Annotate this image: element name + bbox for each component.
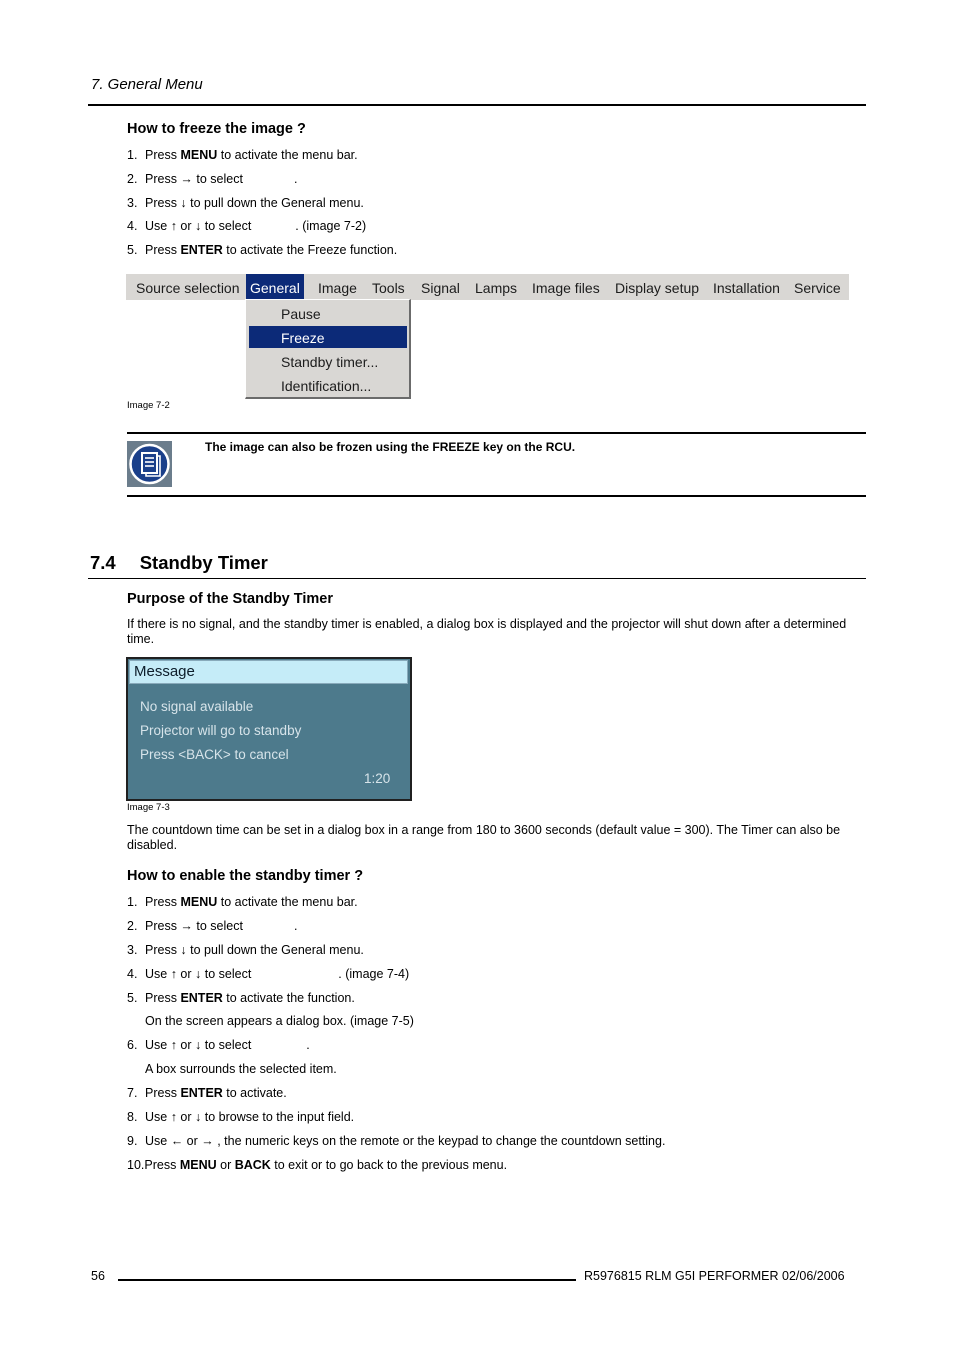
menu-item-signal: Signal: [421, 280, 460, 296]
enable-step-7: 7. Press ENTER to activate.: [127, 1086, 287, 1100]
note-top-rule: [127, 432, 866, 434]
enable-step-1: 1. Press MENU to activate the menu bar.: [127, 895, 358, 909]
document-note-icon: [127, 441, 172, 487]
message-countdown: 1:20: [364, 771, 391, 786]
freeze-step-4: 4. Use ↑ or ↓ to select . (image 7-2): [127, 219, 367, 233]
menu-item-installation: Installation: [713, 280, 780, 296]
enable-step-8: 8. Use ↑ or ↓ to browse to the input field.: [127, 1110, 355, 1124]
section-title: 7.4 Standby Timer: [90, 552, 268, 573]
general-dropdown: [245, 299, 411, 399]
purpose-paragraph: If there is no signal, and the standby timer is enabled, a dialog box is displayed and the projector will shut down after a determined time.: [127, 617, 847, 646]
enable-step-4: 4. Use ↑ or ↓ to select . (image 7-4): [127, 967, 410, 981]
message-line-2: Projector will go to standby: [140, 723, 302, 738]
dropdown-item-standby-timer: Standby timer...: [281, 354, 379, 370]
note-bottom-rule: [127, 495, 866, 497]
menu-item-source-selection: Source selection: [136, 280, 240, 296]
enable-step-5: 5. Press ENTER to activate the function.: [127, 991, 355, 1005]
menu-item-tools: Tools: [372, 280, 405, 296]
freeze-step-5: 5. Press ENTER to activate the Freeze function.: [127, 243, 398, 257]
freeze-heading: How to freeze the image ?: [127, 121, 306, 137]
dropdown-item-identification: Identification...: [281, 378, 372, 394]
dropdown-item-pause: Pause: [281, 306, 321, 322]
menu-item-display-setup: Display setup: [615, 280, 700, 296]
menu-bar-screenshot: [126, 274, 849, 300]
freeze-step-2: 2. Press → to select .: [127, 172, 298, 186]
enable-step-3: 3. Press ↓ to pull down the General menu.: [127, 943, 364, 957]
section-rule: [88, 578, 866, 579]
dropdown-item-freeze: Freeze: [249, 326, 407, 348]
page-number: 56: [91, 1269, 105, 1283]
message-line-1: No signal available: [140, 699, 254, 714]
message-line-3: Press <BACK> to cancel: [140, 747, 289, 762]
image-caption-7-3: Image 7-3: [127, 802, 170, 813]
freeze-step-1: 1. Press MENU to activate the menu bar.: [127, 148, 358, 162]
enable-step-6-note: A box surrounds the selected item.: [145, 1062, 337, 1076]
menu-item-image: Image: [318, 280, 357, 296]
running-header: 7. General Menu: [91, 76, 203, 93]
footer-rule: [118, 1279, 576, 1281]
freeze-step-3: 3. Press ↓ to pull down the General menu.: [127, 196, 364, 210]
enable-step-10: 10.Press MENU or BACK to exit or to go back to the previous menu.: [127, 1158, 508, 1172]
menu-item-lamps: Lamps: [475, 280, 518, 296]
enable-step-2: 2. Press → to select .: [127, 919, 298, 933]
countdown-paragraph: The countdown time can be set in a dialog box in a range from 180 to 3600 seconds (default value = 300). The Timer can also be disabled.: [127, 823, 841, 852]
menu-item-image-files: Image files: [532, 280, 600, 296]
note-text: The image can also be frozen using the FREEZE key on the RCU.: [205, 440, 576, 454]
image-caption-7-2: Image 7-2: [127, 400, 170, 411]
enable-step-9: 9. Use ← or → , the numeric keys on the remote or the keypad to change the countdown setting.: [127, 1134, 666, 1148]
document-info: R5976815 RLM G5I PERFORMER 02/06/2006: [584, 1269, 845, 1283]
menu-item-general: General: [246, 274, 304, 300]
enable-step-6: 6. Use ↑ or ↓ to select .: [127, 1038, 310, 1052]
purpose-heading: Purpose of the Standby Timer: [127, 591, 333, 607]
menu-item-service: Service: [794, 280, 841, 296]
enable-step-5-note: On the screen appears a dialog box. (image 7-5): [145, 1014, 414, 1028]
enable-heading: How to enable the standby timer ?: [127, 868, 364, 884]
header-rule: [88, 104, 866, 106]
message-dialog-title: Message: [129, 660, 408, 684]
